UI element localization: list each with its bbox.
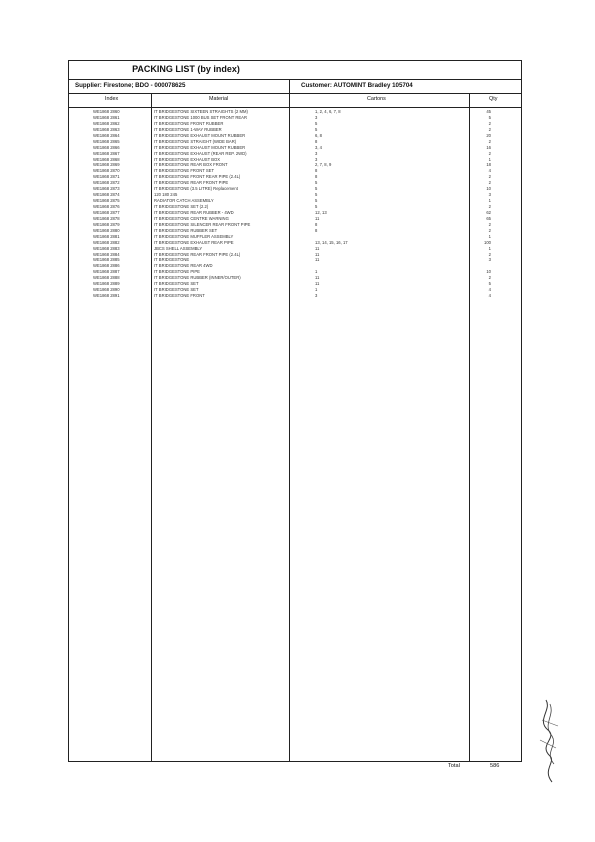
row-index: WE1868 2891 (93, 293, 120, 299)
row-cartons: 11 (315, 275, 320, 281)
row-cartons: 11 (315, 251, 320, 257)
row-material: IT BRIDGESTONE REAR 4WD (154, 263, 213, 269)
row-cartons: 5 (315, 120, 318, 126)
row-index: WE1868 2877 (93, 209, 120, 215)
row-qty: 2 (488, 150, 491, 156)
row-qty: 65 (486, 215, 491, 221)
row-cartons: 13, 14, 15, 16, 17 (315, 239, 348, 245)
row-material: IT BRIDGESTONE SET (154, 281, 199, 287)
row-index: WE1868 2870 (93, 168, 120, 174)
column-header-cartons: Cartons (367, 96, 386, 102)
row-index: WE1868 2890 (93, 287, 120, 293)
row-index: WE1868 2865 (93, 138, 120, 144)
row-material: JBCS SHELL ASSEMBLY (154, 245, 203, 251)
row-cartons: 11 (315, 281, 320, 287)
row-index: WE1868 2860 (93, 109, 120, 114)
row-qty: 1 (488, 245, 491, 251)
row-qty: 1 (488, 233, 491, 239)
row-index: WE1868 2873 (93, 186, 120, 192)
row-cartons: 3 (315, 150, 318, 156)
row-cartons: 5 (315, 186, 318, 192)
title-row (69, 61, 521, 80)
row-material: IT BRIDGESTONE EXHAUST BOX (154, 156, 221, 162)
row-qty: 1 (488, 156, 491, 162)
row-index: WE1868 2879 (93, 221, 120, 227)
row-cartons: 3 (315, 156, 318, 162)
row-index: WE1868 2868 (93, 156, 120, 162)
row-index: WE1868 2885 (93, 257, 120, 263)
row-material: IT BRIDGESTONE 1-WAY RUBBER (154, 126, 222, 132)
row-material: IT BRIDGESTONE SET (154, 287, 199, 293)
meta-divider (289, 79, 290, 93)
total-label: Total (448, 763, 460, 769)
row-cartons: 3, 4 (315, 144, 322, 150)
row-index: WE1868 2881 (93, 233, 120, 239)
row-qty: 4 (488, 168, 491, 174)
row-material: IT BRIDGESTONE EXHAUST REAR PIPE (154, 239, 234, 245)
row-cartons: 3 (315, 293, 318, 299)
row-material: IT BRIDGESTONE REAR FRONT PIPE (154, 180, 229, 186)
row-index: WE1868 2869 (93, 162, 120, 168)
column-header-index: Index (105, 96, 119, 102)
row-material: IT BRIDGESTONE SILENCER REAR FRONT PIPE (154, 221, 251, 227)
packing-list-sheet (68, 60, 522, 762)
row-cartons: 1 (315, 287, 318, 293)
row-material: IT BRIDGESTONE CENTRE WARNING (154, 215, 229, 221)
row-material: IT BRIDGESTONE STRAIGHT (WIDE BAR) (154, 138, 237, 144)
row-index: WE1868 2878 (93, 215, 120, 221)
row-cartons: 8 (315, 227, 318, 233)
row-cartons: 5 (315, 198, 318, 204)
row-qty: 45 (486, 109, 491, 114)
row-index: WE1868 2882 (93, 239, 120, 245)
row-index: WE1868 2889 (93, 281, 120, 287)
row-qty: 4 (488, 287, 491, 293)
row-qty: 2 (488, 251, 491, 257)
row-qty: 2 (488, 120, 491, 126)
row-qty: 18 (486, 162, 491, 168)
row-index: WE1868 2887 (93, 269, 120, 275)
row-qty: 62 (486, 209, 491, 215)
table-row (69, 293, 521, 299)
column-header-material: Material (209, 96, 229, 102)
row-cartons: 8 (315, 174, 318, 180)
row-qty: 2 (488, 221, 491, 227)
row-cartons: 5 (315, 180, 318, 186)
row-qty: 3 (488, 192, 491, 198)
row-material: IT BRIDGESTONE EXHAUST MOUNT RUBBER (154, 144, 246, 150)
row-qty: 20 (486, 132, 491, 138)
row-index: WE1868 2880 (93, 227, 120, 233)
row-qty: 10 (486, 186, 491, 192)
row-material: IT BRIDGESTONE (154, 257, 190, 263)
table-body (69, 109, 521, 299)
row-qty: 16 (486, 144, 491, 150)
row-material: IT BRIDGESTONE REAR BOX FRONT (154, 162, 228, 168)
row-index: WE1868 2883 (93, 245, 120, 251)
row-material: IT BRIDGESTONE SET (2.2) (154, 204, 209, 209)
row-material: IT BRIDGESTONE RUBBER SET (154, 227, 218, 233)
row-qty: 5 (488, 281, 491, 287)
row-cartons: 6, 8 (315, 132, 322, 138)
handwritten-signature (528, 690, 568, 790)
row-material: IT BRIDGESTONE SIXTEEN STRAIGHTS (2 MM) (154, 109, 248, 114)
row-cartons: 2, 7, 8, 9 (315, 162, 332, 168)
row-material: IT BRIDGESTONE FRONT (154, 293, 205, 299)
row-cartons: 8 (315, 221, 318, 227)
row-material: IT BRIDGESTONE EXHAUST (REAR REP. 2WD) (154, 150, 247, 156)
row-qty: 2 (488, 275, 491, 281)
row-qty: 2 (488, 180, 491, 186)
total-value: 586 (490, 763, 500, 769)
table-header (69, 93, 521, 108)
customer-text: Customer: AUTOMINT Bradley 105704 (301, 82, 413, 89)
row-material: IT BRIDGESTONE (3.5 LITRE) Replacement (154, 186, 238, 192)
row-index: WE1868 2863 (93, 126, 120, 132)
row-material: 120 180 245 (154, 192, 178, 198)
row-qty: 4 (488, 293, 491, 299)
row-material: RADIATOR CATCH ASSEMBLY (154, 198, 214, 204)
row-qty: 2 (488, 174, 491, 180)
row-material: IT BRIDGESTONE PIPE (154, 269, 200, 275)
supplier-customer-row (69, 79, 521, 94)
row-material: IT BRIDGESTONE EXHAUST MOUNT RUBBER (154, 132, 246, 138)
row-cartons: 1, 2, 4, 6, 7, 8 (315, 109, 341, 114)
row-cartons: 5 (315, 192, 318, 198)
row-index: WE1868 2861 (93, 114, 120, 120)
row-qty: 1 (488, 198, 491, 204)
row-cartons: 11 (315, 257, 320, 263)
row-index: WE1868 2888 (93, 275, 120, 281)
row-material: IT BRIDGESTONE REAR RUBBER - 4WD (154, 209, 234, 215)
row-cartons: 5 (315, 126, 318, 132)
row-material: IT BRIDGESTONE FRONT SET (154, 168, 215, 174)
row-index: WE1868 2884 (93, 251, 120, 257)
row-cartons: 3 (315, 114, 318, 120)
supplier-text: Supplier: Firestone; BDO - 000078625 (75, 82, 186, 89)
row-cartons: 8 (315, 168, 318, 174)
row-cartons: 11 (315, 215, 320, 221)
row-qty: 10 (486, 269, 491, 275)
row-index: WE1868 2872 (93, 180, 120, 186)
row-index: WE1868 2886 (93, 263, 120, 269)
row-qty: 5 (488, 114, 491, 120)
row-cartons: 11 (315, 245, 320, 251)
row-material: IT BRIDGESTONE FRONT RUBBER (154, 120, 224, 126)
row-index: WE1868 2875 (93, 198, 120, 204)
row-qty: 2 (488, 204, 491, 209)
row-qty: 2 (488, 227, 491, 233)
column-header-qty: Qty (489, 96, 498, 102)
row-material: IT BRIDGESTONE FRONT REAR PIPE (2.4L) (154, 174, 241, 180)
row-index: WE1868 2864 (93, 132, 120, 138)
row-index: WE1868 2862 (93, 120, 120, 126)
row-index: WE1868 2871 (93, 174, 120, 180)
row-qty: 100 (484, 239, 491, 245)
row-cartons: 1 (315, 269, 318, 275)
row-index: WE1868 2867 (93, 150, 120, 156)
row-index: WE1868 2866 (93, 144, 120, 150)
row-material: IT BRIDGESTONE REAR FRONT PIPE (2.4L) (154, 251, 241, 257)
row-qty: 2 (488, 126, 491, 132)
row-cartons: 5 (315, 204, 318, 209)
row-qty: 3 (488, 257, 491, 263)
row-material: IT BRIDGESTONE MUFFLER ASSEMBLY (154, 233, 234, 239)
page-title: PACKING LIST (by index) (132, 64, 240, 74)
row-material: IT BRIDGESTONE RUBBER (INNER/OUTER) (154, 275, 241, 281)
row-cartons: 12, 13 (315, 209, 327, 215)
row-material: IT BRIDGESTONE 1000 BUS SET FRONT REAR (154, 114, 248, 120)
row-cartons: 8 (315, 138, 318, 144)
row-index: WE1868 2876 (93, 204, 120, 209)
row-index: WE1868 2874 (93, 192, 120, 198)
row-qty: 2 (488, 138, 491, 144)
